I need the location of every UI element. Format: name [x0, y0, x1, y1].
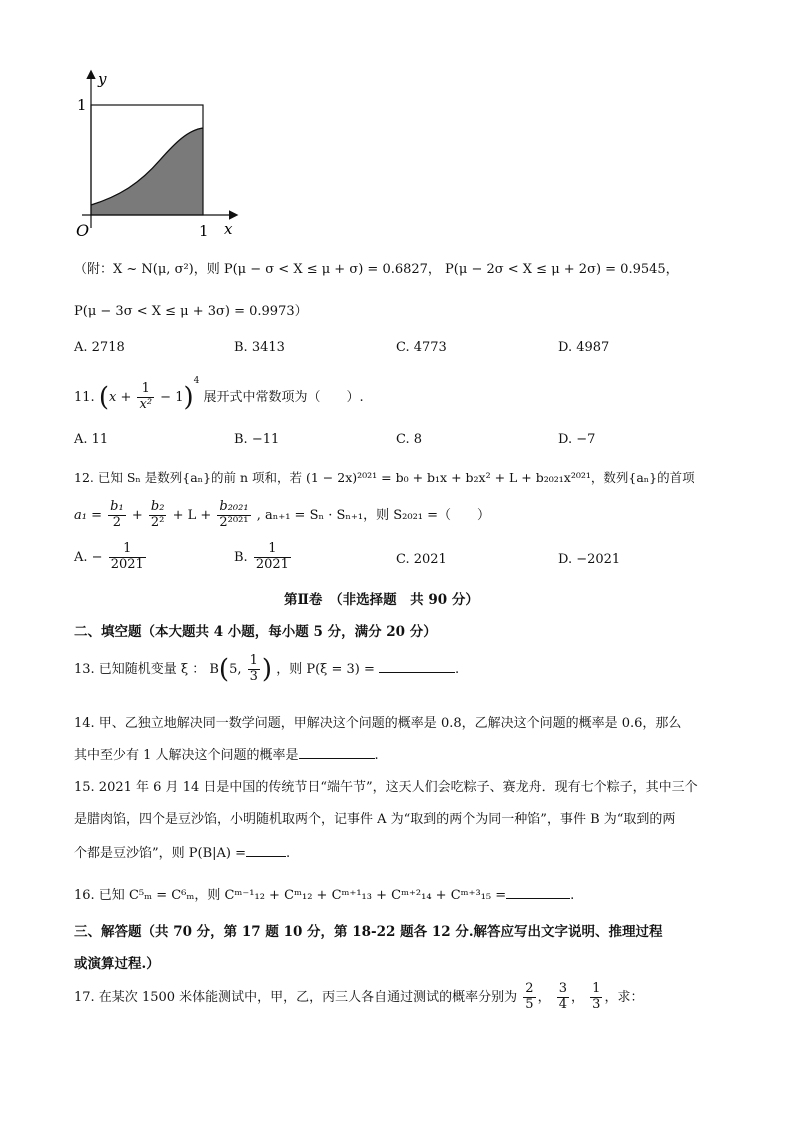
q14-answer-blank[interactable] [299, 758, 375, 759]
q14-line2: 其中至少有 1 人解决这个问题的概率是 . [74, 748, 379, 763]
shaded-region [91, 128, 203, 215]
q10-option-a[interactable]: A. 2718 [74, 340, 125, 355]
q12-line1: 12. 已知 Sₙ 是数列{aₙ}的前 n 项和，若 (1 − 2x)²⁰²¹ = b₀ + b₁x + b₂x² + L + b₂₀₂₁x²⁰²¹，数列{aₙ}的首项 [74, 470, 695, 485]
answer-heading-line1: 三、解答题（共 70 分，第 17 题 10 分，第 18-22 题各 12 分.解答应写出文字说明、推理过程 [74, 924, 663, 940]
q16-answer-blank[interactable] [506, 898, 570, 899]
q11-expr-b: − 1 [160, 390, 184, 405]
q13-answer-blank[interactable] [379, 672, 455, 673]
question-11: 11. (x + $\frac{1}{\text{x²}}$ − 1)$^4$ 展开式中常数项为（ ）. [74, 376, 364, 413]
q15-line1: 15. 2021 年 6 月 14 日是中国的传统节日“端午节”，这天人们会吃粽子、赛龙舟．现有七个粽子，其中三个 [74, 780, 698, 795]
q11-option-b[interactable]: B. −11 [234, 432, 280, 447]
q10-option-b[interactable]: B. 3413 [234, 340, 285, 355]
section-2-title: 第Ⅱ卷 （非选择题 共 90 分） [284, 592, 479, 608]
q11-text: 展开式中常数项为（ ）. [203, 390, 364, 405]
q11-fraction: $\frac{1}{\text{x²}}$ [139, 381, 153, 412]
q11-number: 11. [74, 390, 95, 405]
origin-label: O [76, 221, 90, 240]
fill-in-heading: 二、填空题（本大题共 4 小题，每小题 5 分，满分 20 分） [74, 624, 437, 640]
q12-option-a[interactable]: A. − $\frac{1}{2021}$ [74, 541, 144, 572]
q11-option-d[interactable]: D. −7 [558, 432, 596, 447]
q11-option-c[interactable]: C. 8 [396, 432, 423, 447]
q10-option-d[interactable]: D. 4987 [558, 340, 610, 355]
q11-power: 4 [193, 376, 200, 386]
answer-heading-line2: 或演算过程.） [74, 956, 160, 972]
q12-option-c[interactable]: C. 2021 [396, 552, 447, 567]
q12-option-d[interactable]: D. −2021 [558, 552, 621, 567]
q15-line3: 个都是豆沙馅”，则 P(B|A) = . [74, 846, 291, 861]
probability-figure [60, 68, 260, 243]
q11-option-a[interactable]: A. 11 [74, 432, 109, 447]
q12-option-b[interactable]: B. $\frac{1}{2021}$ [234, 541, 289, 572]
normal-distribution-note-line2: P(μ − 3σ < X ≤ μ + 3σ) = 0.9973） [74, 304, 308, 319]
q10-option-c[interactable]: C. 4773 [396, 340, 447, 355]
question-17: 17. 在某次 1500 米体能测试中，甲，乙，丙三人各自通过测试的概率分别为 $\frac{2}{5}$ ， $\frac{3}{4}$ ， $\frac{1}{3}$ ，求： [74, 981, 644, 1012]
x-tick-label: 1 [199, 222, 209, 240]
y-tick-label: 1 [77, 96, 87, 114]
q11-expr-a: x + [108, 390, 132, 405]
question-13: 13. 已知随机变量 ξ ： B(5, $\frac{1}{3}$ ) ，则 P(ξ = 3) = . [74, 653, 460, 685]
x-axis-label: x [224, 220, 233, 238]
q12-line2: a₁ = $\frac{\text{b₁}}{2}$ + $\frac{\text{b₂}}{\text{2²}}$ + L + $\frac{\text{b₂₀₂₁}}{\text{2²⁰²¹}}$ , aₙ₊₁ = Sₙ · Sₙ₊₁，则 S₂₀₂₁ =（ ） [74, 499, 491, 530]
q15-answer-blank[interactable] [246, 856, 286, 857]
normal-distribution-note-line1: （附：X ~ N(μ, σ²)，则 P(μ − σ < X ≤ μ + σ) = 0.6827， P(μ − 2σ < X ≤ μ + 2σ) = 0.9545， [74, 262, 679, 277]
q14-line1: 14. 甲、乙独立地解决同一数学问题，甲解决这个问题的概率是 0.8，乙解决这个问题的概率是 0.6，那么 [74, 716, 682, 731]
y-axis-label: y [98, 70, 107, 88]
q15-line2: 是腊肉馅，四个是豆沙馅，小明随机取两个，记事件 A 为“取到的两个为同一种馅”，事件 B 为“取到的两 [74, 812, 676, 827]
question-16: 16. 已知 C⁵ₘ = C⁶ₘ，则 Cᵐ⁻¹₁₂ + Cᵐ₁₂ + Cᵐ⁺¹₁₃ + Cᵐ⁺²₁₄ + Cᵐ⁺³₁₅ = . [74, 888, 575, 903]
